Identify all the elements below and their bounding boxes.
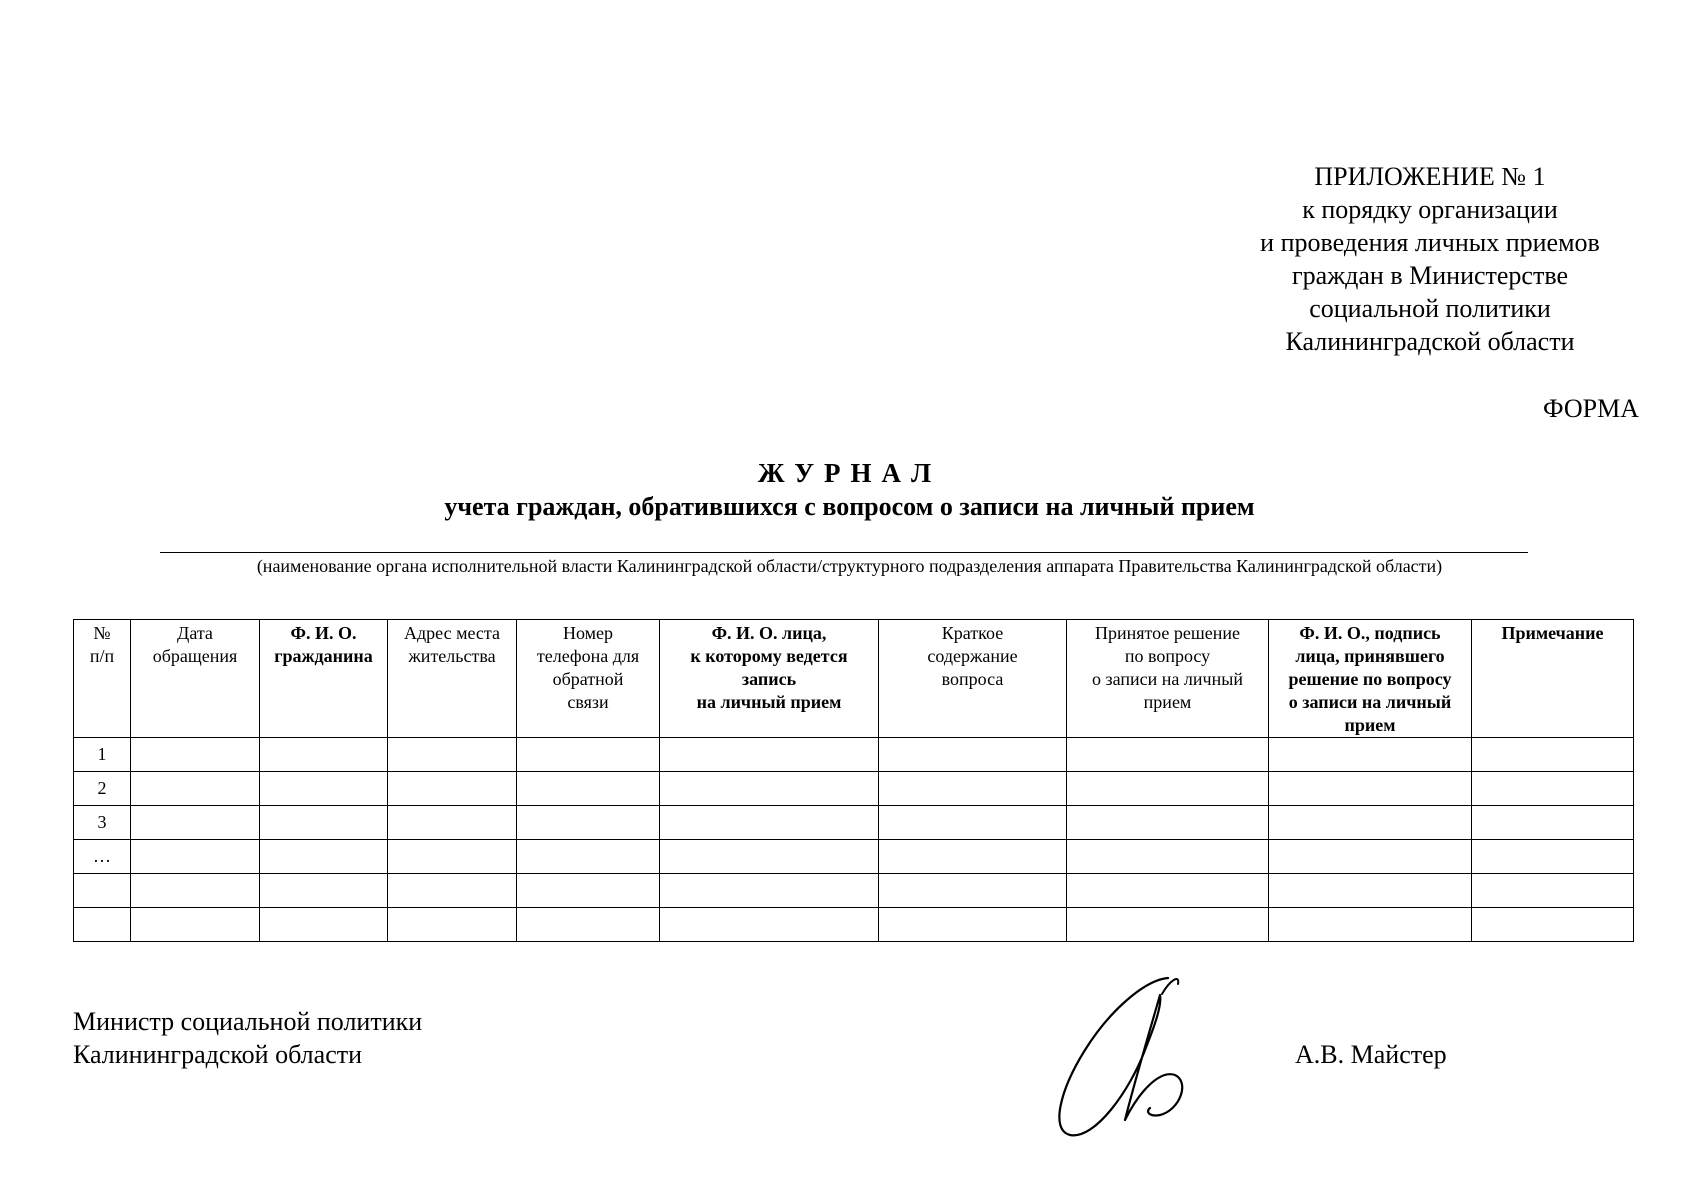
empty-cell xyxy=(1472,908,1634,942)
empty-cell xyxy=(388,840,517,874)
empty-cell xyxy=(1269,806,1472,840)
appendix-line: Калининградской области xyxy=(1285,327,1575,356)
empty-cell xyxy=(388,908,517,942)
journal-title: ЖУРНАЛ xyxy=(757,458,942,488)
empty-cell xyxy=(260,738,388,772)
empty-cell xyxy=(1067,738,1269,772)
empty-cell xyxy=(1472,738,1634,772)
empty-cell xyxy=(131,840,260,874)
empty-cell xyxy=(1067,874,1269,908)
appendix-line: к порядку организации xyxy=(1302,195,1558,224)
empty-cell xyxy=(260,874,388,908)
empty-cell xyxy=(660,738,879,772)
table-header-row xyxy=(74,620,1634,738)
empty-cell xyxy=(1269,772,1472,806)
empty-cell xyxy=(1067,772,1269,806)
empty-cell xyxy=(131,806,260,840)
empty-cell xyxy=(660,908,879,942)
empty-cell xyxy=(1269,874,1472,908)
table-row xyxy=(74,738,1634,772)
empty-cell xyxy=(879,772,1067,806)
empty-cell xyxy=(879,908,1067,942)
empty-cell xyxy=(660,772,879,806)
row-number-cell xyxy=(74,874,131,908)
empty-cell xyxy=(260,772,388,806)
empty-cell xyxy=(131,874,260,908)
signer-block xyxy=(73,1005,422,1071)
empty-cell xyxy=(131,908,260,942)
org-name-caption: (наименование органа исполнительной власти Калининградской области/структурного подразделения аппарата Правительства Калининградской области) xyxy=(256,556,1443,576)
empty-cell xyxy=(260,806,388,840)
empty-cell xyxy=(879,738,1067,772)
empty-cell xyxy=(879,874,1067,908)
column-header: Принятое решение по вопросу о записи на личный прием xyxy=(1067,620,1269,738)
empty-cell xyxy=(260,840,388,874)
empty-cell xyxy=(260,908,388,942)
empty-cell xyxy=(1067,806,1269,840)
empty-cell xyxy=(1269,908,1472,942)
empty-cell xyxy=(1472,840,1634,874)
org-name-blank-line xyxy=(160,552,1528,553)
empty-cell xyxy=(660,874,879,908)
column-header: Ф. И. О. гражданина xyxy=(260,620,388,738)
table-row xyxy=(74,806,1634,840)
empty-cell xyxy=(517,840,660,874)
table-body xyxy=(74,738,1634,942)
handwritten-signature xyxy=(1050,970,1240,1150)
forma-label: ФОРМА xyxy=(1543,394,1639,423)
empty-cell xyxy=(879,806,1067,840)
empty-cell xyxy=(388,874,517,908)
empty-cell xyxy=(1472,874,1634,908)
row-number-cell xyxy=(74,908,131,942)
table-row xyxy=(74,874,1634,908)
empty-cell xyxy=(1472,772,1634,806)
column-header: Дата обращения xyxy=(131,620,260,738)
journal-table xyxy=(73,619,1634,942)
column-header: Примечание xyxy=(1472,620,1634,738)
empty-cell xyxy=(517,738,660,772)
table-row xyxy=(74,908,1634,942)
row-number-cell: 2 xyxy=(74,772,131,806)
signer-name: А.В. Майстер xyxy=(1295,1040,1447,1069)
empty-cell xyxy=(131,738,260,772)
empty-cell xyxy=(1067,840,1269,874)
appendix-title: ПРИЛОЖЕНИЕ № 1 xyxy=(1314,162,1546,191)
empty-cell xyxy=(388,772,517,806)
empty-cell xyxy=(388,738,517,772)
empty-cell xyxy=(517,908,660,942)
empty-cell xyxy=(517,874,660,908)
journal-subtitle: учета граждан, обратившихся с вопросом о записи на личный прием xyxy=(444,492,1255,521)
column-header: Краткое содержание вопроса xyxy=(879,620,1067,738)
empty-cell xyxy=(879,840,1067,874)
empty-cell xyxy=(1067,908,1269,942)
signer-position: Министр социальной политики xyxy=(73,1007,423,1036)
column-header: Ф. И. О., подпись лица, принявшего решение по вопросу о записи на личный прием xyxy=(1269,620,1472,738)
appendix-block xyxy=(1190,160,1670,358)
empty-cell xyxy=(131,772,260,806)
empty-cell xyxy=(660,840,879,874)
empty-cell xyxy=(388,806,517,840)
empty-cell xyxy=(1472,806,1634,840)
empty-cell xyxy=(660,806,879,840)
row-number-cell: 3 xyxy=(74,806,131,840)
empty-cell xyxy=(1269,738,1472,772)
table-row xyxy=(74,772,1634,806)
empty-cell xyxy=(1269,840,1472,874)
empty-cell xyxy=(517,772,660,806)
signer-region: Калининградской области xyxy=(73,1040,363,1069)
table-row xyxy=(74,840,1634,874)
column-header: Ф. И. О. лица, к которому ведется запись на личный прием xyxy=(660,620,879,738)
empty-cell xyxy=(517,806,660,840)
appendix-line: граждан в Министерстве xyxy=(1292,261,1568,290)
row-number-cell: … xyxy=(74,840,131,874)
column-header: № п/п xyxy=(74,620,131,738)
column-header: Номер телефона для обратной связи xyxy=(517,620,660,738)
row-number-cell: 1 xyxy=(74,738,131,772)
appendix-line: социальной политики xyxy=(1309,294,1551,323)
column-header: Адрес места жительства xyxy=(388,620,517,738)
appendix-line: и проведения личных приемов xyxy=(1260,228,1600,257)
